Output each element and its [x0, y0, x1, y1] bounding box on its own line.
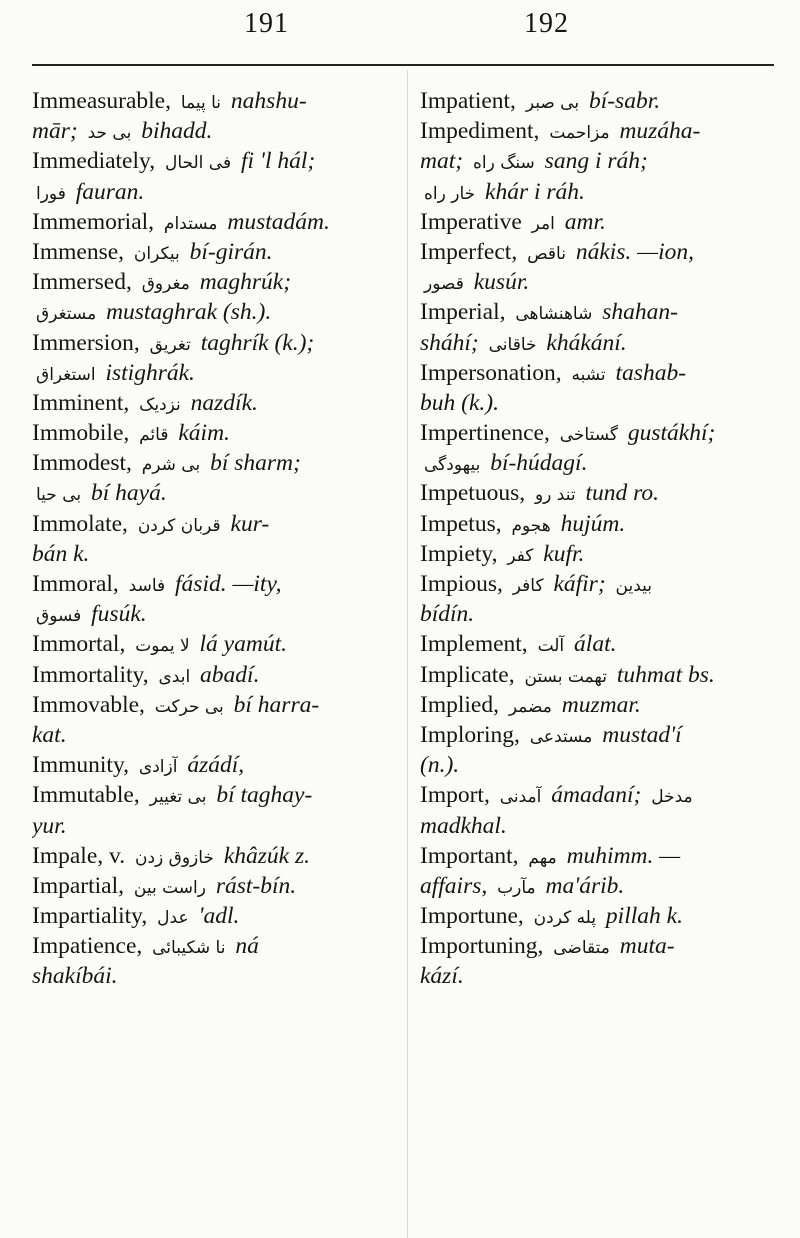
entry-line: [32, 328, 400, 358]
transliteration: amr.: [564, 208, 606, 235]
transliteration: khâzúk z.: [223, 842, 310, 869]
entry-line: [32, 237, 400, 267]
entry-line: [32, 177, 400, 207]
arabic-script: بی حیا: [36, 485, 82, 506]
entry-line: [32, 961, 400, 991]
entry-line: [420, 116, 784, 146]
arabic-script: مستغرق: [36, 304, 97, 325]
headword: Impetus,: [420, 510, 502, 537]
entry-line: [32, 720, 400, 750]
transliteration: gustákhí;: [627, 420, 716, 447]
headword: Immunity,: [32, 752, 130, 779]
arabic-script: بی صبر: [525, 93, 580, 113]
transliteration: kází.: [420, 963, 464, 990]
headword: Immediately,: [32, 148, 156, 175]
transliteration: hujúm.: [560, 510, 626, 537]
transliteration: lá yamút.: [199, 631, 287, 658]
transliteration: pillah k.: [605, 903, 683, 930]
transliteration: khár i ráh.: [485, 178, 585, 205]
entry-line: [32, 569, 400, 599]
headword: Immutable,: [32, 782, 140, 809]
arabic-script: بی حرکت: [154, 696, 224, 717]
entry-line: [420, 86, 784, 116]
arabic-script: خازوق زدن: [134, 847, 214, 868]
entry-line: [32, 207, 400, 237]
entry-line: [32, 146, 400, 176]
arabic-script: خار راه: [424, 183, 476, 204]
arabic-script: نزدیک: [139, 394, 181, 415]
arabic-script: عدل: [157, 908, 189, 929]
arabic-script: کفر: [507, 545, 534, 566]
headword: Immortality,: [32, 661, 149, 688]
transliteration: mustadám.: [227, 208, 330, 235]
transliteration: fauran.: [75, 178, 145, 205]
entry-line: [420, 629, 784, 659]
arabic-script: مضمر: [508, 696, 552, 717]
transliteration: bán k.: [32, 540, 90, 567]
headword: Imperial,: [420, 299, 506, 326]
transliteration: shahan-: [602, 299, 678, 326]
headword: Imperfect,: [420, 238, 518, 265]
headword: Import,: [420, 782, 490, 809]
arabic-script: فسوق: [36, 606, 82, 627]
entry-line: [32, 931, 400, 961]
arabic-script: کافر: [512, 576, 544, 596]
arabic-script: تغریق: [149, 334, 191, 355]
entry-line: [420, 146, 784, 176]
arabic-script: مستدام: [163, 213, 218, 234]
arabic-script: مغروق: [141, 274, 190, 295]
arabic-script: متقاضی: [553, 938, 610, 959]
arabic-script: فی الحال: [165, 153, 232, 174]
headword: Immobile,: [32, 420, 130, 447]
header-rule-right: [398, 64, 774, 66]
arabic-script: مهم: [528, 847, 557, 868]
arabic-script: قصور: [424, 274, 464, 295]
headword: Impatience,: [32, 933, 143, 960]
transliteration: affairs,: [420, 872, 494, 899]
headword: Imminent,: [32, 389, 130, 416]
entry-line: [420, 690, 784, 720]
transliteration: tund ro.: [585, 480, 660, 507]
headword: Impediment,: [420, 118, 540, 145]
transliteration: sang i ráh;: [544, 148, 648, 175]
transliteration: khákání.: [546, 329, 627, 356]
transliteration: bí sharm;: [210, 450, 301, 477]
transliteration: mustad'í: [602, 721, 682, 748]
transliteration: muta-: [619, 933, 675, 960]
entry-line: [32, 901, 400, 931]
arabic-script: راست بین: [133, 877, 206, 898]
headword: Importuning,: [420, 933, 544, 960]
transliteration: buh (k.).: [420, 389, 499, 416]
arabic-script: شاهنشاهی: [515, 304, 593, 325]
entry-line: [420, 961, 784, 991]
entry-line: [32, 599, 400, 629]
transliteration: bídín.: [420, 601, 475, 628]
entry-line: [420, 901, 784, 931]
page-number-right: 192: [524, 8, 569, 39]
transliteration: abadí.: [200, 661, 260, 688]
headword: Importune,: [420, 903, 524, 930]
entry-line: [420, 871, 784, 901]
arabic-script: قائم: [139, 425, 169, 446]
transliteration: káfir;: [553, 571, 606, 597]
entry-line: [32, 358, 400, 388]
transliteration: bí harra-: [233, 691, 320, 718]
transliteration: rást-bín.: [215, 872, 297, 899]
headword: Immodest,: [32, 450, 132, 477]
arabic-script: بیکران: [133, 243, 180, 264]
entry-line: [420, 811, 784, 841]
headword: Implied,: [420, 691, 499, 718]
entry-line: [420, 720, 784, 750]
arabic-script: ناقص: [527, 243, 566, 264]
transliteration: nazdík.: [190, 389, 258, 416]
transliteration: kusúr.: [473, 269, 530, 296]
page-number-left: 191: [244, 8, 289, 39]
entry-line: [32, 116, 400, 146]
headword: Imperative: [420, 208, 522, 235]
arabic-script: ابدی: [158, 666, 191, 687]
arabic-script: آلت: [537, 636, 565, 657]
transliteration: yur.: [32, 812, 67, 839]
transliteration: bí-sabr.: [588, 88, 661, 114]
entry-line: [420, 750, 784, 780]
entry-line: [420, 177, 784, 207]
arabic-script: بیهودگی: [424, 455, 481, 476]
arabic-script: پله کردن: [533, 908, 597, 929]
transliteration: bí-húdagí.: [490, 450, 588, 477]
transliteration: tuhmat bs.: [616, 661, 715, 688]
headword: Immortal,: [32, 631, 126, 658]
arabic-script: هجوم: [511, 515, 551, 536]
transliteration: bihadd.: [141, 118, 213, 145]
transliteration: mār;: [32, 118, 84, 145]
entry-line: [32, 509, 400, 539]
transliteration: muhimm. —: [566, 842, 681, 869]
transliteration: mustaghrak (sh.).: [106, 299, 272, 326]
left-column: [32, 86, 400, 992]
transliteration: nákis. —ion,: [575, 238, 694, 265]
entry-line: [420, 297, 784, 327]
headword: Immoral,: [32, 571, 119, 597]
header-rule-left: [32, 64, 414, 66]
arabic-script: نا پیما: [180, 93, 222, 113]
headword: Important,: [420, 842, 519, 869]
transliteration: kat.: [32, 721, 67, 748]
entry-line: [32, 418, 400, 448]
headword: Imploring,: [420, 721, 520, 748]
arabic-script: استغراق: [36, 364, 96, 385]
transliteration: sháhí;: [420, 329, 485, 356]
transliteration: bí hayá.: [91, 480, 167, 507]
entry-line: [32, 660, 400, 690]
headword: Immemorial,: [32, 208, 155, 235]
arabic-script: فورا: [36, 183, 66, 204]
entry-line: [32, 478, 400, 508]
transliteration: ámadaní;: [551, 782, 642, 809]
arabic-script: تشبه: [571, 364, 606, 385]
transliteration: ma'árib.: [545, 872, 625, 899]
transliteration: muzáha-: [619, 118, 701, 145]
entry-line: [420, 237, 784, 267]
arabic-script: بی تغییر: [149, 787, 207, 808]
arabic-script: آمدنی: [499, 787, 542, 808]
entry-line: [420, 569, 784, 599]
headword: Impersonation,: [420, 359, 562, 386]
entry-line: [420, 599, 784, 629]
headword: Immense,: [32, 238, 125, 265]
arabic-script: بیدین: [615, 576, 652, 596]
entry-line: [32, 86, 400, 116]
headword: Immolate,: [32, 510, 128, 537]
transliteration: fusúk.: [91, 601, 147, 628]
entry-line: [420, 448, 784, 478]
entry-line: [32, 388, 400, 418]
entry-line: [32, 448, 400, 478]
entry-line: [32, 750, 400, 780]
arabic-script: امر: [531, 213, 555, 234]
headword: Impiety,: [420, 540, 498, 567]
arabic-script: لا یموت: [135, 636, 190, 657]
transliteration: káim.: [178, 420, 230, 447]
arabic-script: فاسد: [128, 576, 166, 596]
entry-line: [32, 811, 400, 841]
entry-line: [32, 690, 400, 720]
transliteration: tashab-: [615, 359, 687, 386]
transliteration: (n.).: [420, 752, 460, 779]
headword: Immovable,: [32, 691, 145, 718]
arabic-script: تند رو: [534, 485, 576, 506]
transliteration: nahshu-: [230, 88, 307, 114]
entry-line: [420, 509, 784, 539]
transliteration: fi 'l hál;: [240, 148, 316, 175]
arabic-script: مآرب: [497, 877, 536, 898]
transliteration: shakíbái.: [32, 963, 118, 990]
entry-line: [32, 871, 400, 901]
entry-line: [32, 539, 400, 569]
transliteration: ná: [235, 933, 259, 960]
entry-line: [420, 207, 784, 237]
headword: Impartiality,: [32, 903, 148, 930]
arabic-script: مدخل: [651, 787, 693, 808]
right-column: [420, 86, 784, 992]
arabic-script: مستدعی: [529, 726, 593, 747]
entry-line: [420, 478, 784, 508]
page-gutter: [407, 70, 408, 1238]
arabic-script: بی حد: [87, 123, 132, 144]
transliteration: maghrúk;: [199, 269, 292, 296]
entry-line: [420, 328, 784, 358]
headword: Impertinence,: [420, 420, 550, 447]
entry-line: [32, 297, 400, 327]
entry-line: [420, 841, 784, 871]
entry-line: [32, 267, 400, 297]
entry-line: [32, 780, 400, 810]
entry-line: [420, 418, 784, 448]
arabic-script: گستاخی: [559, 425, 618, 446]
arabic-script: آزادی: [138, 757, 178, 778]
transliteration: taghrík (k.);: [200, 329, 315, 356]
transliteration: 'adl.: [198, 903, 240, 930]
entry-line: [420, 931, 784, 961]
entry-line: [420, 660, 784, 690]
transliteration: ázádí,: [187, 752, 245, 779]
transliteration: kufr.: [543, 540, 585, 567]
arabic-script: سنگ راه: [472, 153, 535, 174]
headword: Impious,: [420, 571, 503, 597]
transliteration: bí taghay-: [216, 782, 313, 809]
entry-line: [32, 841, 400, 871]
headword: Immeasurable,: [32, 88, 171, 114]
transliteration: madkhal.: [420, 812, 507, 839]
entry-line: [420, 267, 784, 297]
arabic-script: نا شکیبائی: [152, 938, 226, 959]
arabic-script: مزاحمت: [549, 123, 610, 144]
transliteration: kur-: [230, 510, 270, 537]
arabic-script: بی شرم: [141, 455, 201, 476]
arabic-script: تهمت بستن: [524, 666, 607, 687]
transliteration: muzmar.: [561, 691, 641, 718]
entry-line: [420, 358, 784, 388]
headword: Implicate,: [420, 661, 515, 688]
headword: Immersed,: [32, 269, 132, 296]
transliteration: bí-girán.: [189, 238, 273, 265]
transliteration: istighrák.: [105, 359, 195, 386]
entry-line: [420, 539, 784, 569]
headword: Impartial,: [32, 872, 125, 899]
arabic-script: خاقانی: [488, 334, 537, 355]
headword: Immersion,: [32, 329, 140, 356]
headword: Impetuous,: [420, 480, 526, 507]
entry-line: [420, 780, 784, 810]
entry-line: [420, 388, 784, 418]
transliteration: fásid. —ity,: [175, 571, 282, 597]
headword: Impale, v.: [32, 842, 126, 869]
arabic-script: قربان کردن: [137, 515, 221, 536]
headword: Impatient,: [420, 88, 516, 114]
entry-line: [32, 629, 400, 659]
headword: Implement,: [420, 631, 528, 658]
transliteration: álat.: [574, 631, 617, 658]
transliteration: mat;: [420, 148, 469, 175]
